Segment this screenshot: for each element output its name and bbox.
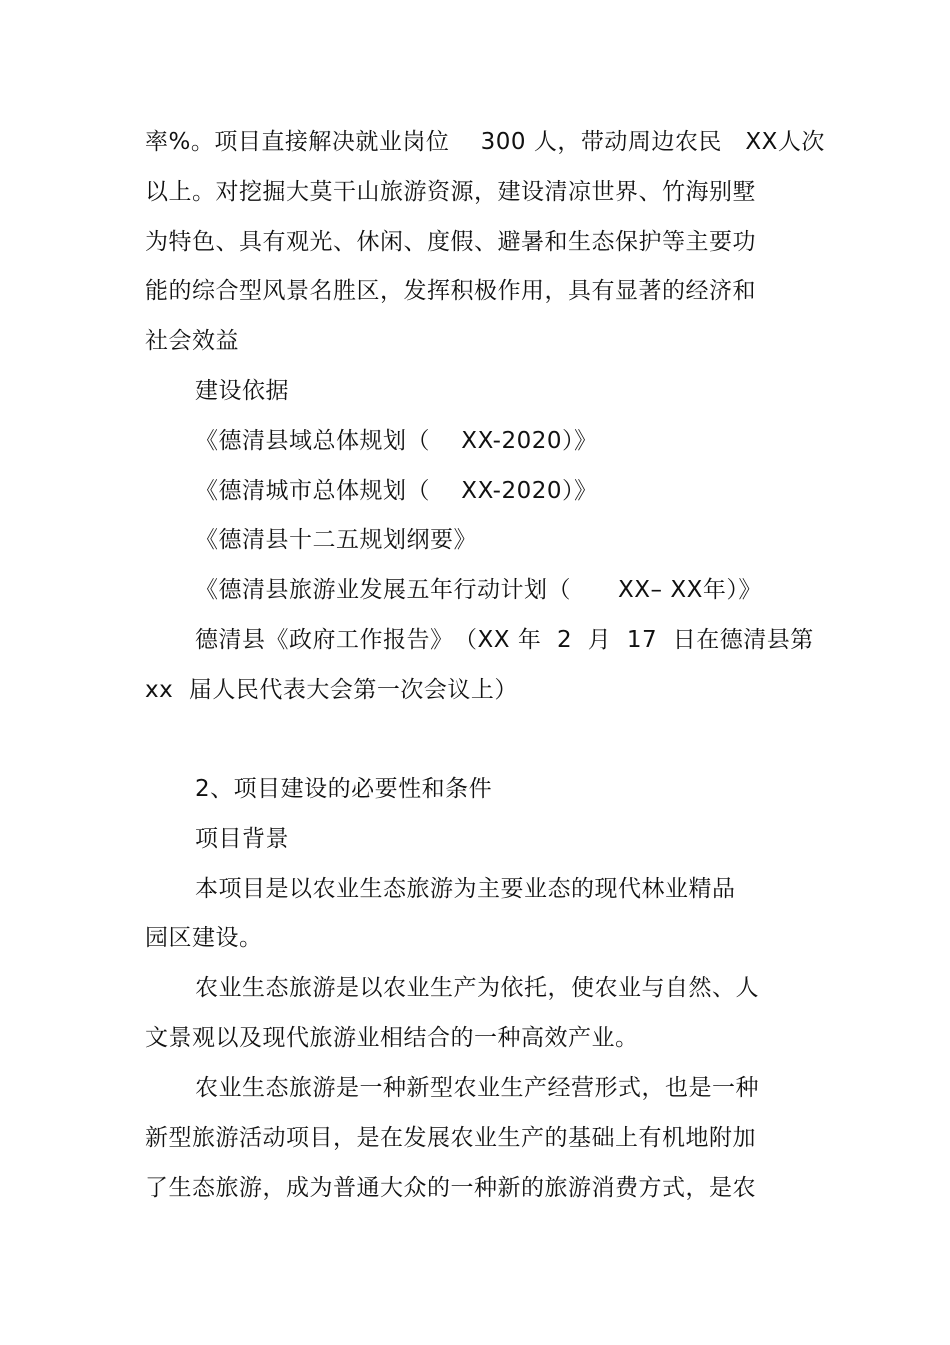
text-line: 为特色、具有观光、休闲、度假、避暑和生态保护等主要功 <box>145 229 756 255</box>
text-line: 社会效益 <box>145 328 239 354</box>
text-line: xx 届人民代表大会第一次会议上） <box>145 677 518 703</box>
text-line: 农业生态旅游是以农业生产为依托，使农业与自然、人 <box>195 975 759 1001</box>
text-line: 园区建设。 <box>145 925 263 951</box>
reference-item: 《德清县旅游业发展五年行动计划（ XX– XX年）》 <box>195 577 762 603</box>
text-line: 农业生态旅游是一种新型农业生产经营形式，也是一种 <box>195 1075 759 1101</box>
reference-item: 《德清县十二五规划纲要》 <box>195 527 477 553</box>
text-line: 新型旅游活动项目，是在发展农业生产的基础上有机地附加 <box>145 1125 756 1151</box>
text-line: 本项目是以农业生态旅游为主要业态的现代林业精品 <box>195 876 736 902</box>
section-heading: 2、项目建设的必要性和条件 <box>195 776 493 802</box>
reference-item: 德清县《政府工作报告》 （XX 年 2 月 17 日在德清县第 <box>195 627 814 653</box>
subsection-heading: 项目背景 <box>195 826 289 852</box>
text-line: 能的综合型风景名胜区，发挥积极作用，具有显著的经济和 <box>145 278 756 304</box>
reference-item: 《德清县域总体规划（ XX-2020）》 <box>195 428 598 454</box>
text-line: 文景观以及现代旅游业相结合的一种高效产业。 <box>145 1025 639 1051</box>
reference-item: 《德清城市总体规划（ XX-2020）》 <box>195 478 598 504</box>
text-line: 了生态旅游，成为普通大众的一种新的旅游消费方式，是农 <box>145 1175 756 1201</box>
text-line: 以上。对挖掘大莫干山旅游资源，建设清凉世界、竹海别墅 <box>145 179 756 205</box>
section-heading: 建设依据 <box>195 378 289 404</box>
text-line: 率%。项目直接解决就业岗位 300 人，带动周边农民 XX人次 <box>145 129 825 155</box>
